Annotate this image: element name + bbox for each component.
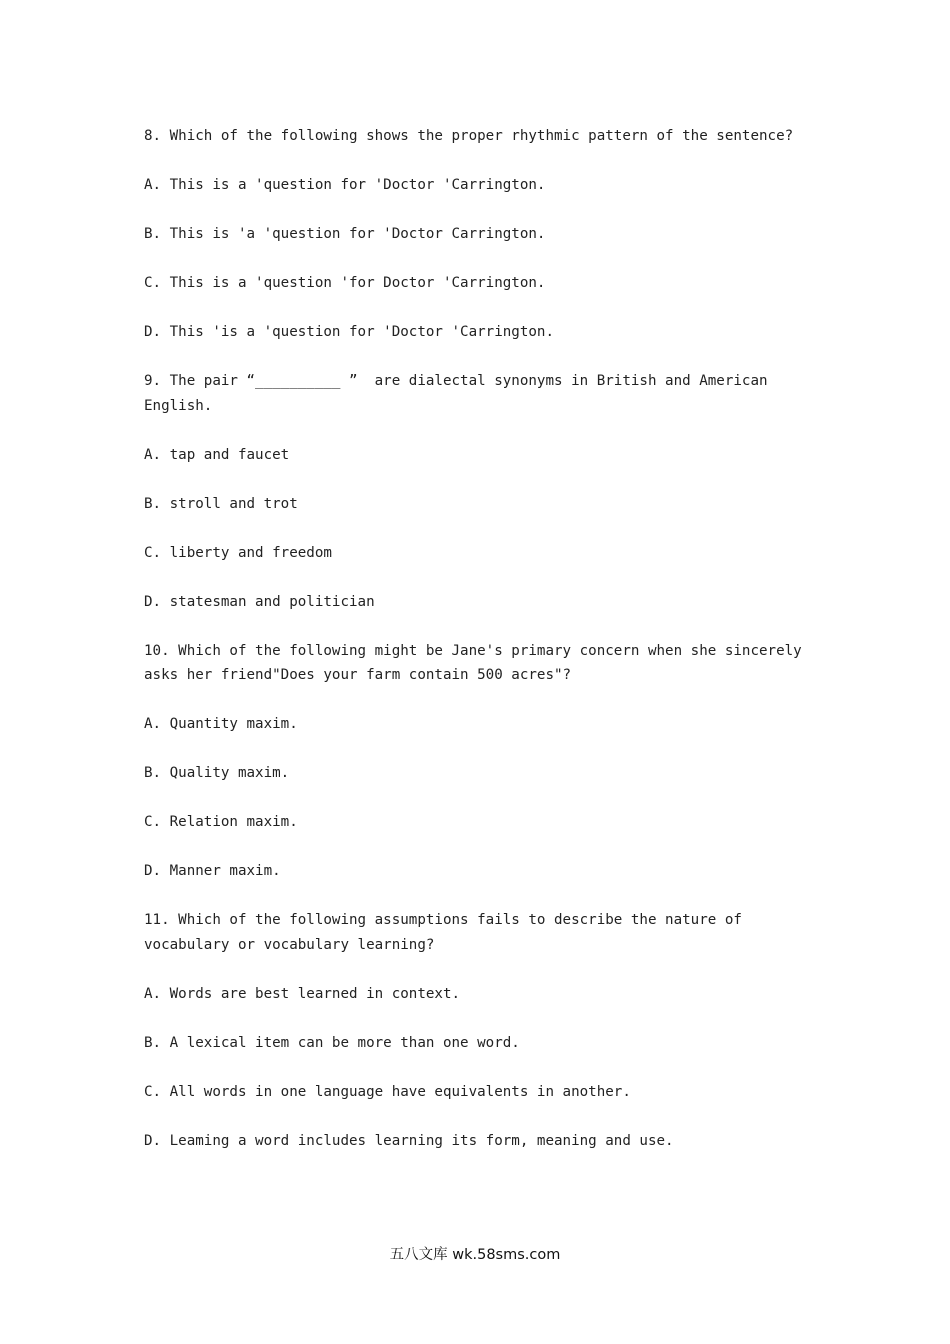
answer-option: B. stroll and trot — [144, 495, 298, 512]
answer-option: C. This is a 'question 'for Doctor 'Carrington. — [144, 275, 546, 291]
question-stem: 8. Which of the following shows the proper rhythmic pattern of the sentence? — [144, 128, 794, 144]
question-list — [144, 124, 804, 1153]
question-stem: asks her friend"Does your farm contain 500 acres"? — [144, 667, 572, 683]
answer-option: B. A lexical item can be more than one word. — [144, 1034, 520, 1051]
answer-option: D. statesman and politician — [144, 593, 375, 610]
answer-option: B. Quality maxim. — [144, 765, 290, 781]
answer-option: C. All words in one language have equivalents in another. — [144, 1083, 631, 1100]
question-stem: English. — [144, 397, 213, 414]
answer-option: B. This is 'a 'question for 'Doctor Carrington. — [144, 226, 546, 242]
answer-option: C. liberty and freedom — [144, 544, 332, 561]
answer-option: A. Words are best learned in context. — [144, 985, 461, 1002]
answer-option: D. Leaming a word includes learning its form, meaning and use. — [144, 1132, 674, 1149]
answer-option: A. This is a 'question for 'Doctor 'Carrington. — [144, 177, 546, 193]
answer-option: C. Relation maxim. — [144, 814, 298, 830]
answer-option: A. Quantity maxim. — [144, 716, 298, 732]
question-stem: 11. Which of the following assumptions fails to describe the nature of — [144, 912, 742, 928]
answer-option: D. This 'is a 'question for 'Doctor 'Carrington. — [144, 324, 554, 340]
question-stem: vocabulary or vocabulary learning? — [144, 936, 435, 953]
page-footer: 五八文库 wk.58sms.com — [389, 1247, 561, 1263]
answer-option: A. tap and faucet — [144, 446, 290, 463]
answer-option: D. Manner maxim. — [144, 863, 281, 879]
question-stem: 10. Which of the following might be Jane's primary concern when she sincerely — [144, 642, 802, 659]
question-stem: 9. The pair “__________ ” are dialectal synonyms in British and American — [144, 373, 768, 389]
